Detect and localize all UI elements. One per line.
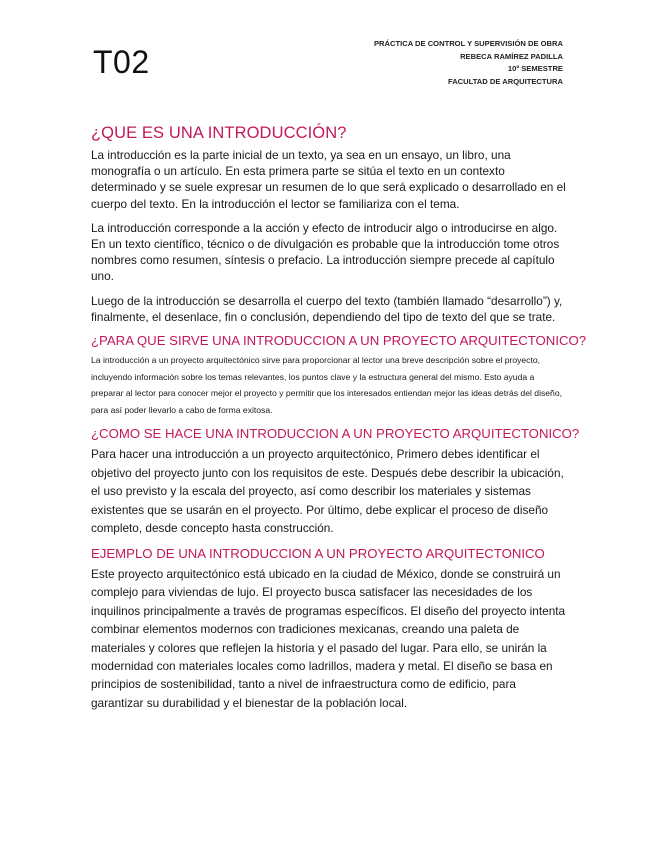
semester: 10º SEMESTRE xyxy=(507,64,563,74)
document-code: T02 xyxy=(93,44,150,80)
document-body xyxy=(91,124,587,712)
example-paragraph: Este proyecto arquitectónico está ubicado en la ciudad de México, donde se construirá un complejo para viviendas de lujo. El proyecto busca satisfacer las necesidades de los inquilinos principalmente a través de programas específicos. El diseño del proyecto intenta combinar elementos modernos con tradiciones mexicanas, creando una paleta de materiales y colores que reflejen la historia y el pasado del lugar. Para ello, se unirán la modernidad con materiales locales como ladrillos, madera y metal. El diseño se basa en principios de sostenibilidad, tanto a nivel de infraestructura como de edificio, para garantizar su durabilidad y el bienestar de la población local. xyxy=(91,567,566,710)
section-title-how: ¿COMO SE HACE UNA INTRODUCCION A UN PROYECTO ARQUITECTONICO? xyxy=(91,426,580,442)
faculty: FACULTAD DE ARQUITECTURA xyxy=(447,76,563,86)
course-name: PRÁCTICA DE CONTROL Y SUPERVISIÓN DE OBRA xyxy=(373,39,563,48)
intro-paragraph-3: Luego de la introducción se desarrolla el cuerpo del texto (también llamado “desarrollo”) y, finalmente, el desenlace, fin o conclusión, dependiendo del tipo de texto del que se trate. xyxy=(91,293,563,324)
author-name: REBECA RAMÍREZ PADILLA xyxy=(460,51,563,61)
header-info xyxy=(374,38,563,88)
section-title-example: EJEMPLO DE UNA INTRODUCCION A UN PROYECTO ARQUITECTONICO xyxy=(91,546,545,561)
section-title-intro: ¿QUE ES UNA INTRODUCCIÓN? xyxy=(91,124,347,142)
section-title-purpose: ¿PARA QUE SIRVE UNA INTRODUCCION A UN PROYECTO ARQUITECTONICO? xyxy=(91,333,587,349)
purpose-paragraph: La introducción a un proyecto arquitectónico sirve para proporcionar al lector una breve descripción sobre el proyecto, incluyendo información sobre los temas relevantes, los puntos clave y la estructura general del mismo. Esto ayuda a preparar al lector para conocer mejor el proyecto y permitir que los interesados entiendan mejor las ideas detrás del diseño, para así poder llevarlo a cabo de forma exitosa. xyxy=(91,355,562,415)
intro-paragraph-1: La introducción es la parte inicial de un texto, ya sea en un ensayo, un libro, una monografía o un artículo. En esta primera parte se sitúa el texto en un contexto determinado y se suele expresar un resumen de lo que será explicado o desarrollado en el cuerpo del texto. En la introducción el lector se familiariza con el tema. xyxy=(91,148,566,211)
how-paragraph: Para hacer una introducción a un proyecto arquitectónico, Primero debes identificar el objetivo del proyecto junto con los requisitos de este. Después debe describir la ubicación, el uso previsto y la escala del proyecto, así como describir los materiales y sistemas existentes que se usarán en el proyecto. Por último, debe explicar el proceso de diseño completo, desde concepto hasta construcción. xyxy=(91,447,564,536)
intro-paragraph-2: La introducción corresponde a la acción y efecto de introducir algo o introducirse en algo. En un texto científico, técnico o de divulgación es probable que la introducción tome otros nombres como resumen, síntesis o prefacio. La introducción siempre precede al capítulo uno. xyxy=(91,220,560,284)
